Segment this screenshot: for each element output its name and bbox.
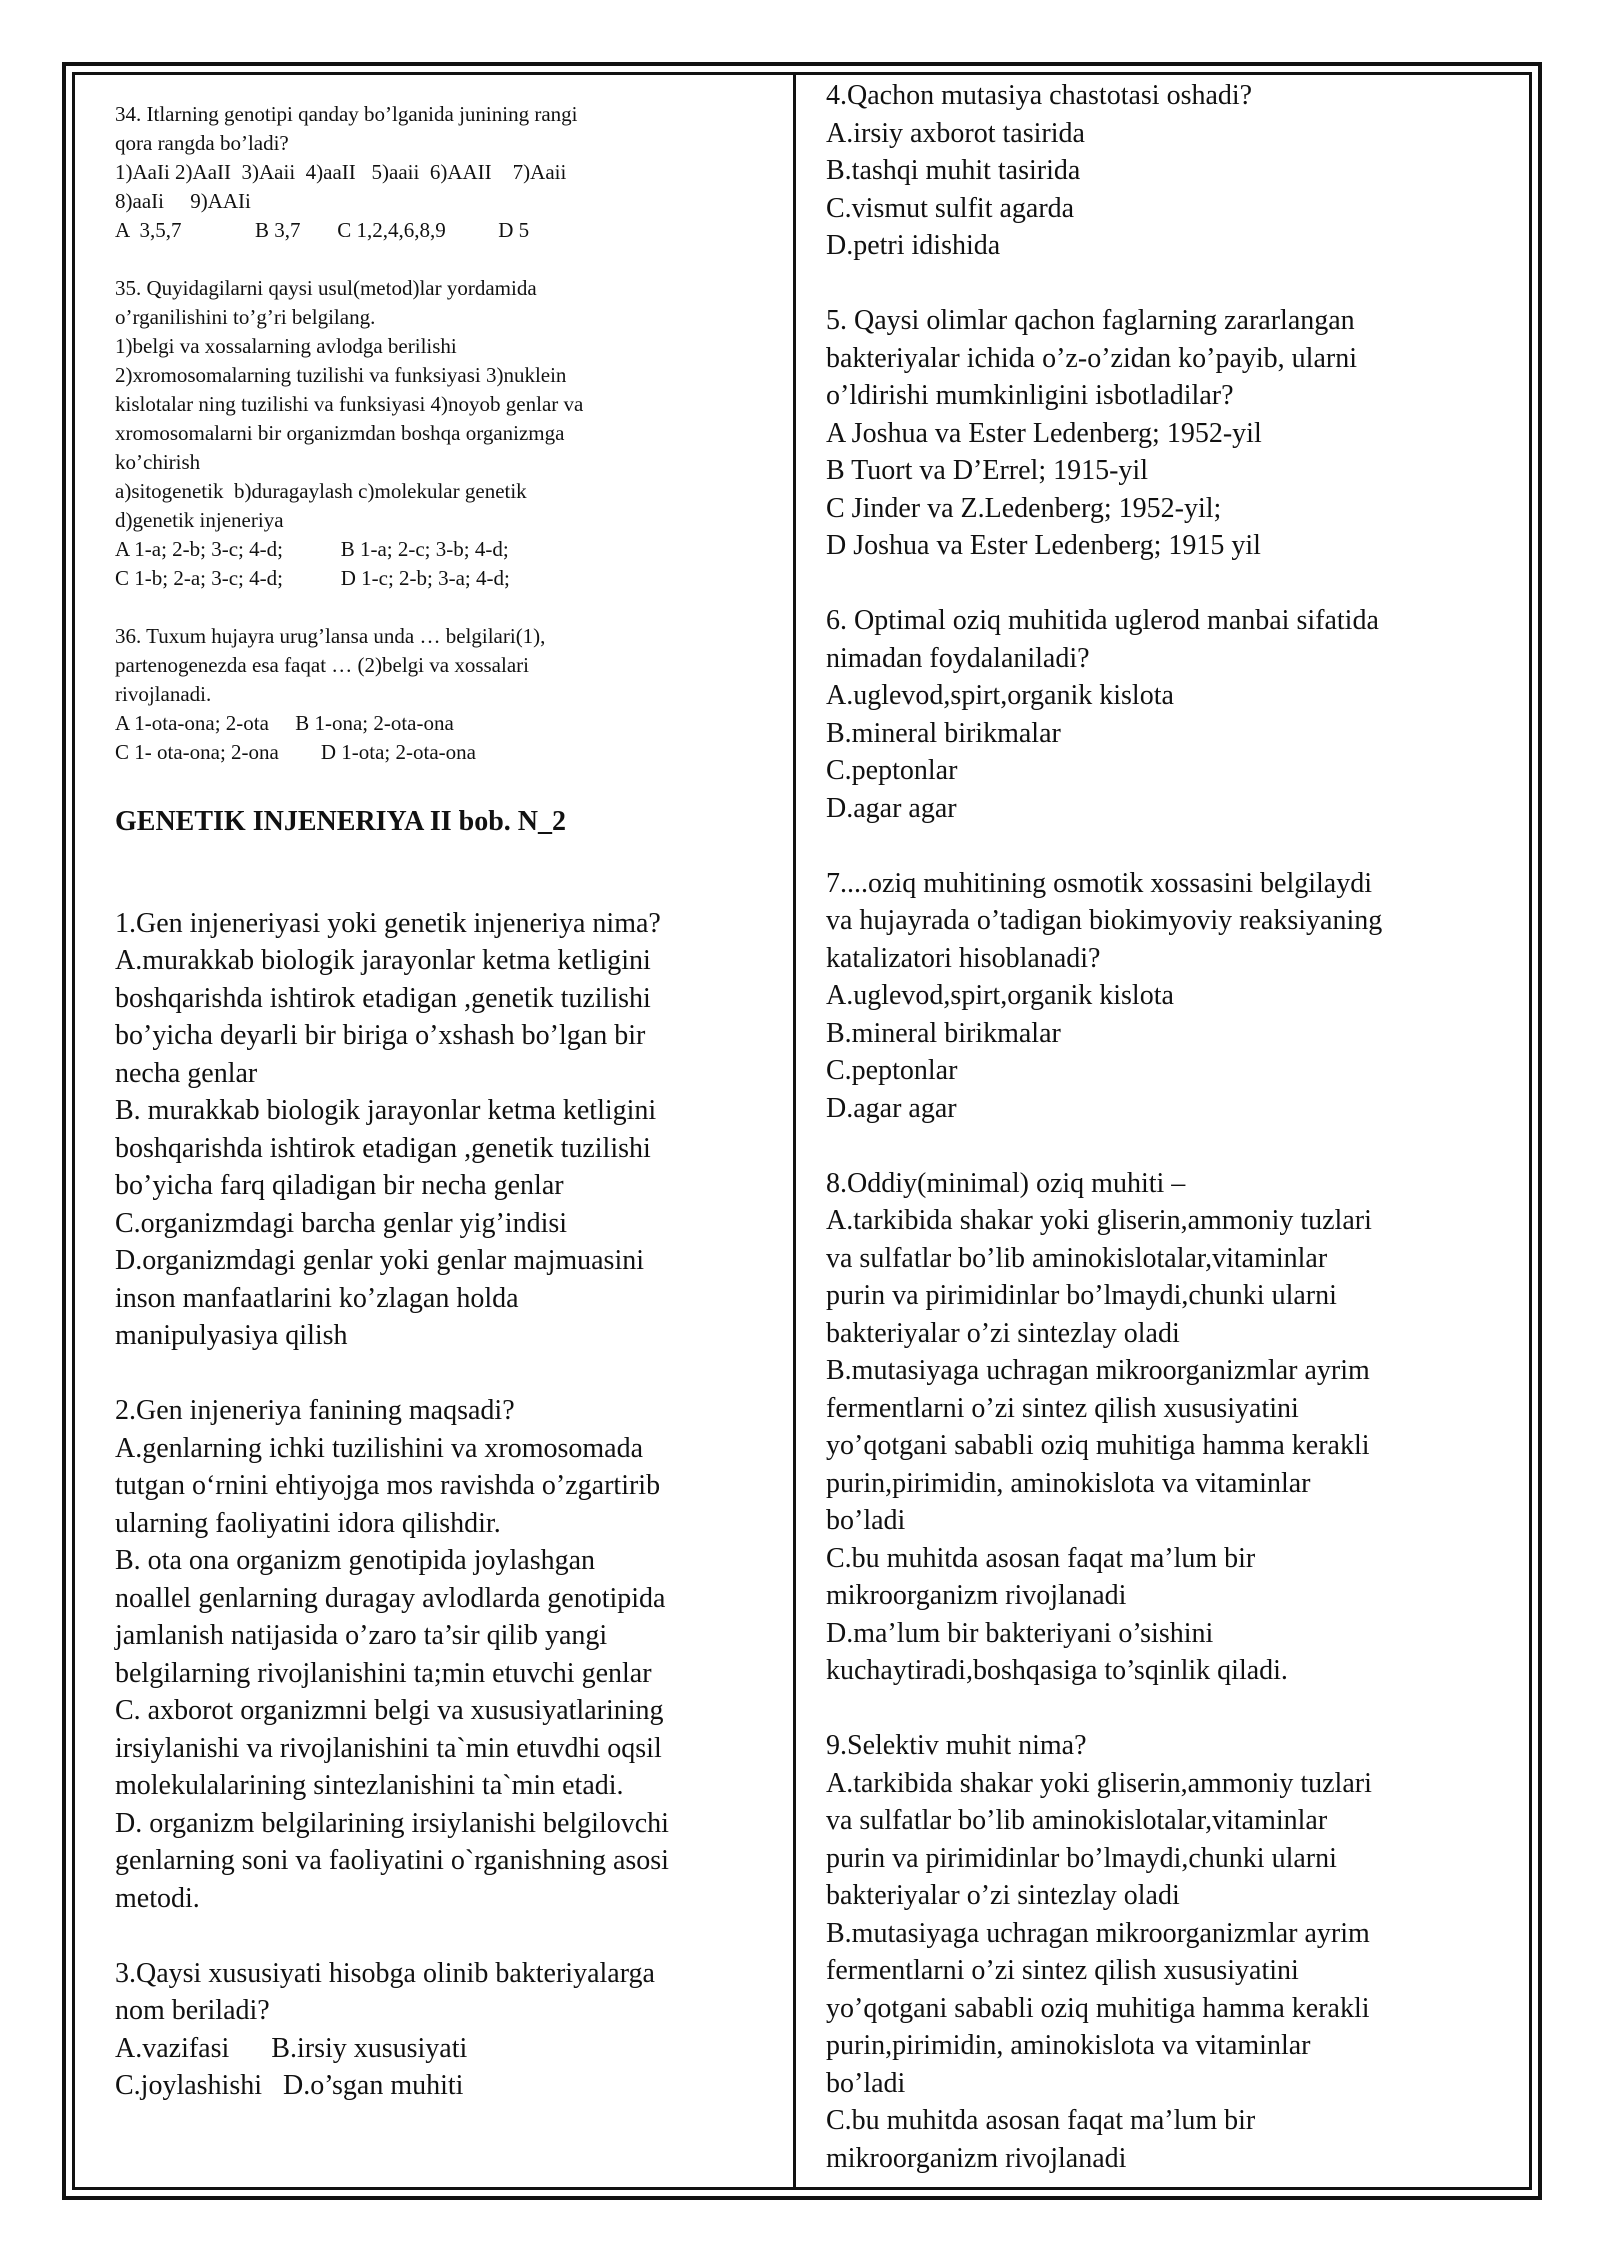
- text-line: C.bu muhitda asosan faqat ma’lum bir: [826, 2105, 1256, 2136]
- text-line: A.vazifasi B.irsiy xususiyati: [115, 2032, 468, 2064]
- text-line: B.mineral birikmalar: [826, 717, 1061, 749]
- text-line: C 1-b; 2-a; 3-c; 4-d; D 1-c; 2-b; 3-a; 4-d;: [115, 566, 510, 590]
- text-line: boshqarishda ishtirok etadigan ,genetik tuzilishi: [115, 1132, 651, 1164]
- question-g7: [826, 865, 1526, 1128]
- text-line: A.genlarning ichki tuzilishini va xromosomada: [115, 1432, 644, 1464]
- text-line: kislotalar ning tuzilishi va funksiyasi 4)noyob genlar va: [115, 392, 584, 416]
- text-line: C.peptonlar: [826, 755, 958, 786]
- text-line: va hujayrada o’tadigan biokimyoviy reaksiyaning: [826, 905, 1383, 936]
- text-line: purin,pirimidin, aminokislota va vitaminlar: [826, 1467, 1311, 1499]
- text-line: yo’qotgani sababli oziq muhitiga hamma kerakli: [826, 1430, 1370, 1461]
- text-line: A 1-a; 2-b; 3-c; 4-d; B 1-a; 2-c; 3-b; 4-d;: [115, 537, 509, 561]
- text-line: A.uglevod,spirt,organik kislota: [826, 680, 1174, 711]
- text-line: D.ma’lum bir bakteriyani o’sishini: [826, 1617, 1214, 1649]
- text-line: B.mutasiyaga uchragan mikroorganizmlar ayrim: [826, 1917, 1370, 1949]
- text-line: 5. Qaysi olimlar qachon faglarning zararlangan: [826, 305, 1355, 336]
- text-line: 7....oziq muhitining osmotik xossasini belgilaydi: [826, 867, 1372, 899]
- text-line: A Joshua va Ester Ledenberg; 1952-yil: [826, 417, 1262, 449]
- question-36: [115, 622, 765, 767]
- text-line: mikroorganizm rivojlanadi: [826, 1580, 1127, 1611]
- text-line: ko’chirish: [115, 450, 201, 474]
- text-line: fermentlarni o’zi sintez qilish xususiyatini: [826, 1392, 1299, 1424]
- text-line: B Tuort va D’Errel; 1915-yil: [826, 455, 1148, 486]
- text-line: d)genetik injeneriya: [115, 508, 284, 532]
- text-line: 6. Optimal oziq muhitida uglerod manbai sifatida: [826, 605, 1379, 636]
- text-line: D.petri idishida: [826, 230, 1001, 261]
- question-35: [115, 274, 765, 593]
- question-g4: [826, 77, 1526, 265]
- left-column: [115, 100, 765, 2105]
- question-g3: [115, 1955, 765, 2105]
- text-line: purin va pirimidinlar bo’lmaydi,chunki ularni: [826, 1842, 1337, 1874]
- text-line: bakteriyalar ichida o’z-o’zidan ko’payib, ularni: [826, 342, 1357, 374]
- text-line: B. ota ona organizm genotipida joylashgan: [115, 1545, 596, 1576]
- text-line: C.joylashishi D.o’sgan muhiti: [115, 2070, 464, 2101]
- text-line: B. murakkab biologik jarayonlar ketma ketligini: [115, 1095, 657, 1126]
- text-line: jamlanish natijasida o’zaro ta’sir qilib yangi: [115, 1620, 608, 1651]
- text-line: D. organizm belgilarining irsiylanishi belgilovchi: [115, 1807, 669, 1839]
- text-line: bo’ladi: [826, 1505, 906, 1536]
- question-g6: [826, 602, 1526, 827]
- section-heading: GENETIK INJENERIYA II bob. N_2: [115, 806, 566, 837]
- question-g1: [115, 905, 765, 1355]
- text-line: D.agar agar: [826, 792, 957, 824]
- text-line: 35. Quyidagilarni qaysi usul(metod)lar yordamida: [115, 276, 537, 300]
- question-g8: [826, 1165, 1526, 1690]
- text-line: qora rangda bo’ladi?: [115, 131, 289, 155]
- text-line: o’ldirishi mumkinligini isbotladilar?: [826, 380, 1234, 411]
- text-line: belgilarning rivojlanishini ta;min etuvchi genlar: [115, 1657, 652, 1689]
- text-line: 1.Gen injeneriyasi yoki genetik injeneriya nima?: [115, 907, 661, 939]
- text-line: A 1-ota-ona; 2-ota B 1-ona; 2-ota-ona: [115, 711, 454, 735]
- text-line: molekulalarining sintezlanishini ta`min etadi.: [115, 1770, 624, 1801]
- right-column: [826, 77, 1526, 2177]
- text-line: 3.Qaysi xususiyati hisobga olinib bakteriyalarga: [115, 1957, 655, 1989]
- text-line: inson manfaatlarini ko’zlagan holda: [115, 1282, 519, 1314]
- text-line: a)sitogenetik b)duragaylash c)molekular genetik: [115, 479, 527, 503]
- question-g2: [115, 1392, 765, 1917]
- text-line: necha genlar: [115, 1057, 258, 1089]
- text-line: rivojlanadi.: [115, 682, 212, 706]
- text-line: 8.Oddiy(minimal) oziq muhiti –: [826, 1167, 1186, 1199]
- text-line: bakteriyalar o’zi sintezlay oladi: [826, 1880, 1180, 1911]
- text-line: C 1- ota-ona; 2-ona D 1-ota; 2-ota-ona: [115, 740, 476, 764]
- text-line: boshqarishda ishtirok etadigan ,genetik tuzilishi: [115, 982, 651, 1014]
- text-line: 9.Selektiv muhit nima?: [826, 1730, 1087, 1761]
- text-line: va sulfatlar bo’lib aminokislotalar,vitaminlar: [826, 1805, 1328, 1836]
- text-line: C.peptonlar: [826, 1055, 958, 1086]
- text-line: fermentlarni o’zi sintez qilish xususiyatini: [826, 1955, 1299, 1986]
- text-line: D.agar agar: [826, 1092, 957, 1124]
- column-divider: [793, 75, 796, 2190]
- text-line: xromosomalarni bir organizmdan boshqa organizmga: [115, 421, 565, 445]
- text-line: C.vismut sulfit agarda: [826, 192, 1075, 224]
- text-line: 2.Gen injeneriya fanining maqsadi?: [115, 1395, 515, 1426]
- text-line: B.mutasiyaga uchragan mikroorganizmlar ayrim: [826, 1355, 1370, 1386]
- text-line: 2)xromosomalarning tuzilishi va funksiyasi 3)nuklein: [115, 363, 567, 387]
- text-line: genlarning soni va faoliyatini o`rganishning asosi: [115, 1845, 669, 1876]
- text-line: metodi.: [115, 1882, 200, 1914]
- text-line: A.tarkibida shakar yoki gliserin,ammoniy tuzlari: [826, 1205, 1372, 1236]
- text-line: 4.Qachon mutasiya chastotasi oshadi?: [826, 80, 1253, 111]
- text-line: 1)belgi va xossalarning avlodga berilishi: [115, 334, 457, 358]
- text-line: nom beriladi?: [115, 1995, 270, 2026]
- text-line: purin va pirimidinlar bo’lmaydi,chunki ularni: [826, 1280, 1337, 1311]
- text-line: A.irsiy axborot tasirida: [826, 117, 1085, 149]
- question-g5: [826, 302, 1526, 565]
- text-line: o’rganilishini to’g’ri belgilang.: [115, 305, 376, 329]
- text-line: bo’yicha farq qiladigan bir necha genlar: [115, 1170, 564, 1201]
- text-line: B.mineral birikmalar: [826, 1017, 1061, 1049]
- text-line: tutgan o‘rnini ehtiyojga mos ravishda o’zgartirib: [115, 1470, 661, 1501]
- text-line: 8)aaIi 9)AAIi: [115, 189, 251, 213]
- text-line: A.murakkab biologik jarayonlar ketma ketligini: [115, 945, 651, 976]
- text-line: bakteriyalar o’zi sintezlay oladi: [826, 1317, 1180, 1349]
- text-line: partenogenezda esa faqat … (2)belgi va xossalari: [115, 653, 529, 677]
- text-line: purin,pirimidin, aminokislota va vitaminlar: [826, 2030, 1311, 2061]
- text-line: nimadan foydalaniladi?: [826, 642, 1090, 674]
- text-line: mikroorganizm rivojlanadi: [826, 2142, 1127, 2174]
- text-line: kuchaytiradi,boshqasiga to’sqinlik qiladi.: [826, 1655, 1288, 1686]
- text-line: C.organizmdagi barcha genlar yig’indisi: [115, 1207, 568, 1239]
- text-line: D Joshua va Ester Ledenberg; 1915 yil: [826, 530, 1261, 561]
- text-line: irsiylanishi va rivojlanishini ta`min etuvdhi oqsil: [115, 1732, 662, 1764]
- text-line: bo’ladi: [826, 2067, 906, 2099]
- text-line: C. axborot organizmni belgi va xususiyatlarining: [115, 1695, 664, 1726]
- text-line: noallel genlarning duragay avlodlarda genotipida: [115, 1582, 666, 1614]
- text-line: yo’qotgani sababli oziq muhitiga hamma kerakli: [826, 1992, 1370, 2024]
- question-34: [115, 100, 765, 245]
- text-line: va sulfatlar bo’lib aminokislotalar,vitaminlar: [826, 1242, 1328, 1274]
- text-line: D.organizmdagi genlar yoki genlar majmuasini: [115, 1245, 645, 1276]
- text-line: 1)AaIi 2)AaII 3)Aaii 4)aaII 5)aaii 6)AAII 7)Aaii: [115, 160, 567, 184]
- text-line: manipulyasiya qilish: [115, 1320, 348, 1351]
- text-line: C.bu muhitda asosan faqat ma’lum bir: [826, 1542, 1256, 1574]
- text-line: B.tashqi muhit tasirida: [826, 155, 1081, 186]
- text-line: 34. Itlarning genotipi qanday bo’lganida junining rangi: [115, 102, 578, 126]
- question-g9: [826, 1727, 1526, 2177]
- text-line: ularning faoliyatini idora qilishdir.: [115, 1507, 501, 1539]
- text-line: katalizatori hisoblanadi?: [826, 942, 1101, 974]
- text-line: A 3,5,7 B 3,7 C 1,2,4,6,8,9 D 5: [115, 218, 530, 242]
- text-line: A.tarkibida shakar yoki gliserin,ammoniy tuzlari: [826, 1767, 1372, 1799]
- text-line: A.uglevod,spirt,organik kislota: [826, 980, 1174, 1011]
- text-line: bo’yicha deyarli bir biriga o’xshash bo’lgan bir: [115, 1020, 646, 1051]
- text-line: 36. Tuxum hujayra urug’lansa unda … belgilari(1),: [115, 624, 546, 648]
- text-line: C Jinder va Z.Ledenberg; 1952-yil;: [826, 492, 1222, 524]
